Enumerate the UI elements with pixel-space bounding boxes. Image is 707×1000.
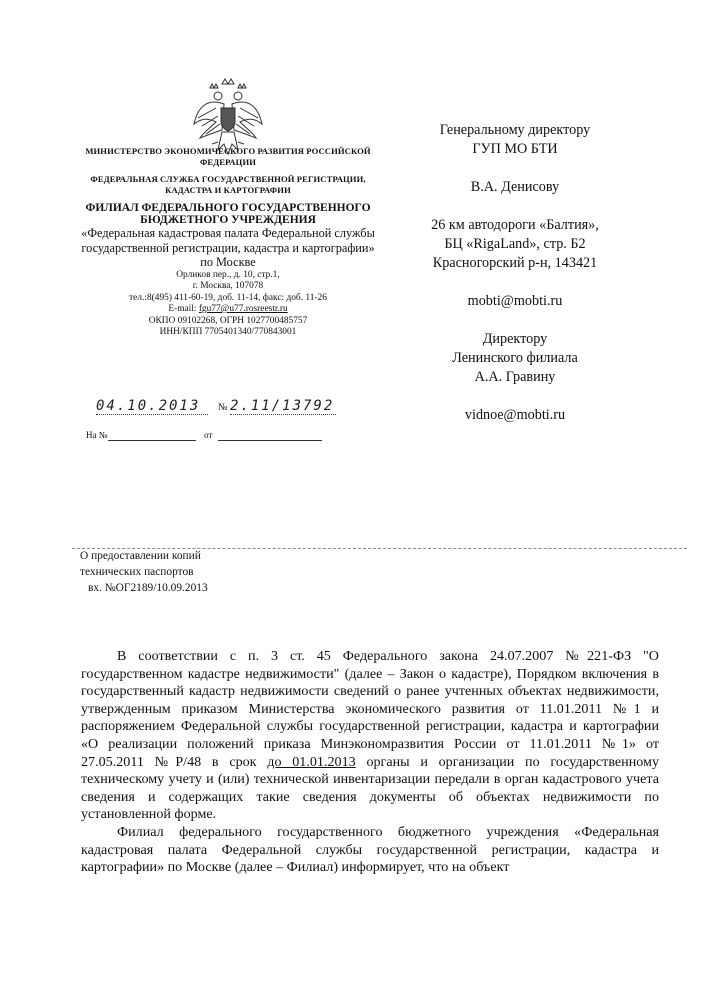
recipient-address-3: Красногорский р-н, 143421 (432, 255, 598, 271)
recipient-address-2: БЦ «RigaLand», стр. Б2 (444, 236, 586, 252)
number-sign: № (218, 402, 228, 413)
letter-subject (80, 548, 208, 596)
address-line-1: Орликов пер., д. 10, стр.1, (176, 269, 280, 280)
sender-block (72, 146, 384, 339)
na-number-line (108, 440, 196, 441)
recipient-title: Генеральному директору (439, 122, 591, 138)
email-link[interactable]: fgu77@u77.rosreestr.ru (198, 304, 288, 314)
recipient-email-2[interactable]: vidnoe@mobti.ru (464, 407, 566, 423)
email-label: E-mail: (168, 304, 197, 314)
inn-kpp: ИНН/КПП 7705401340/770843001 (159, 327, 297, 337)
branch-name: ФИЛИАЛ ФЕДЕРАЛЬНОГО ГОСУДАРСТВЕННОГО БЮДЖЕТНОГО УЧРЕЖДЕНИЯ (85, 202, 371, 226)
ot-label: от (204, 430, 213, 440)
recipient-title-2: Директору (482, 331, 548, 347)
subject-line-1: О предоставлении копий (80, 550, 201, 562)
branch-city: по Москве (200, 255, 256, 269)
branch-full-name: «Федеральная кадастровая палата Федеральной службы государственной регистрации, кадастра и картографии» (81, 226, 375, 255)
okpo-ogrn: ОКПО 09102268, ОГРН 1027700485757 (148, 315, 308, 326)
outgoing-date: 04.10.2013 (96, 398, 208, 415)
body-paragraph-1 (81, 648, 659, 824)
recipient-name-2: А.А. Гравину (474, 369, 556, 385)
body-paragraph-2: Филиал федерального государственного бюджетного учреждения «Федеральная кадастровая палата Федеральной службы государственной регистрации, кадастра и картографии» по Москве (далее – Филиал) информирует, что на объект (81, 823, 659, 876)
recipient-block (380, 121, 650, 425)
letter-body (81, 648, 659, 877)
incoming-reference (86, 430, 336, 440)
recipient-org-2: Ленинского филиала (452, 350, 578, 366)
subject-incoming-ref: вх. №ОГ2189/10.09.2013 (88, 582, 208, 594)
subject-line-2: технических паспортов (80, 566, 194, 578)
service-name: ФЕДЕРАЛЬНАЯ СЛУЖБА ГОСУДАРСТВЕННОЙ РЕГИСТРАЦИИ, КАДАСТРА И КАРТОГРАФИИ (90, 174, 366, 195)
phone-fax: тел.:8(495) 411-60-19, доб. 11-14, факс: доб. 11-26 (129, 292, 327, 303)
recipient-name-1: В.А. Денисову (470, 179, 560, 195)
recipient-org: ГУП МО БТИ (472, 141, 558, 157)
outgoing-reference (96, 398, 356, 420)
ot-date-line (218, 440, 322, 441)
address-line-2: г. Москва, 107078 (192, 281, 264, 291)
body-p1-text-a: В соответствии с п. 3 ст. 45 Федерального закона 24.07.2007 №221-ФЗ "О государственном кадастре недвижимости" (далее – Закон о кадастре), Порядком включения в государственный кадастр недвижимости сведений о ранее учтенных объектах недвижимости, утвержденным приказом Министерства экономического развития от 11.01.2011 №1 и распоряжением Федеральной службы государственной регистрации, кадастра и картографии «О реализации положений приказа Минэкономразвития России от 11.01.2011 №1» от 27.05.2011 №Р/48 в срок (81, 648, 659, 770)
na-label: На № (86, 430, 108, 440)
outgoing-number: 2.11/13792 (230, 398, 335, 414)
ministry-name: МИНИСТЕРСТВО ЭКОНОМИЧЕСКОГО РАЗВИТИЯ РОССИЙСКОЙ ФЕДЕРАЦИИ (85, 146, 371, 167)
body-p1-text-b: органы и организации по государственному техническому учету и (или) технической инвентаризации передали в орган кадастрового учета сведения и содержащих такие сведения документы об объектах недвижимости по установленной форме. (81, 753, 659, 823)
recipient-email-1[interactable]: mobti@mobti.ru (467, 293, 563, 309)
recipient-address-1: 26 км автодороги «Балтия», (431, 217, 599, 233)
body-p1-deadline: до 01.01.2013 (267, 753, 356, 770)
email-line (72, 304, 384, 316)
